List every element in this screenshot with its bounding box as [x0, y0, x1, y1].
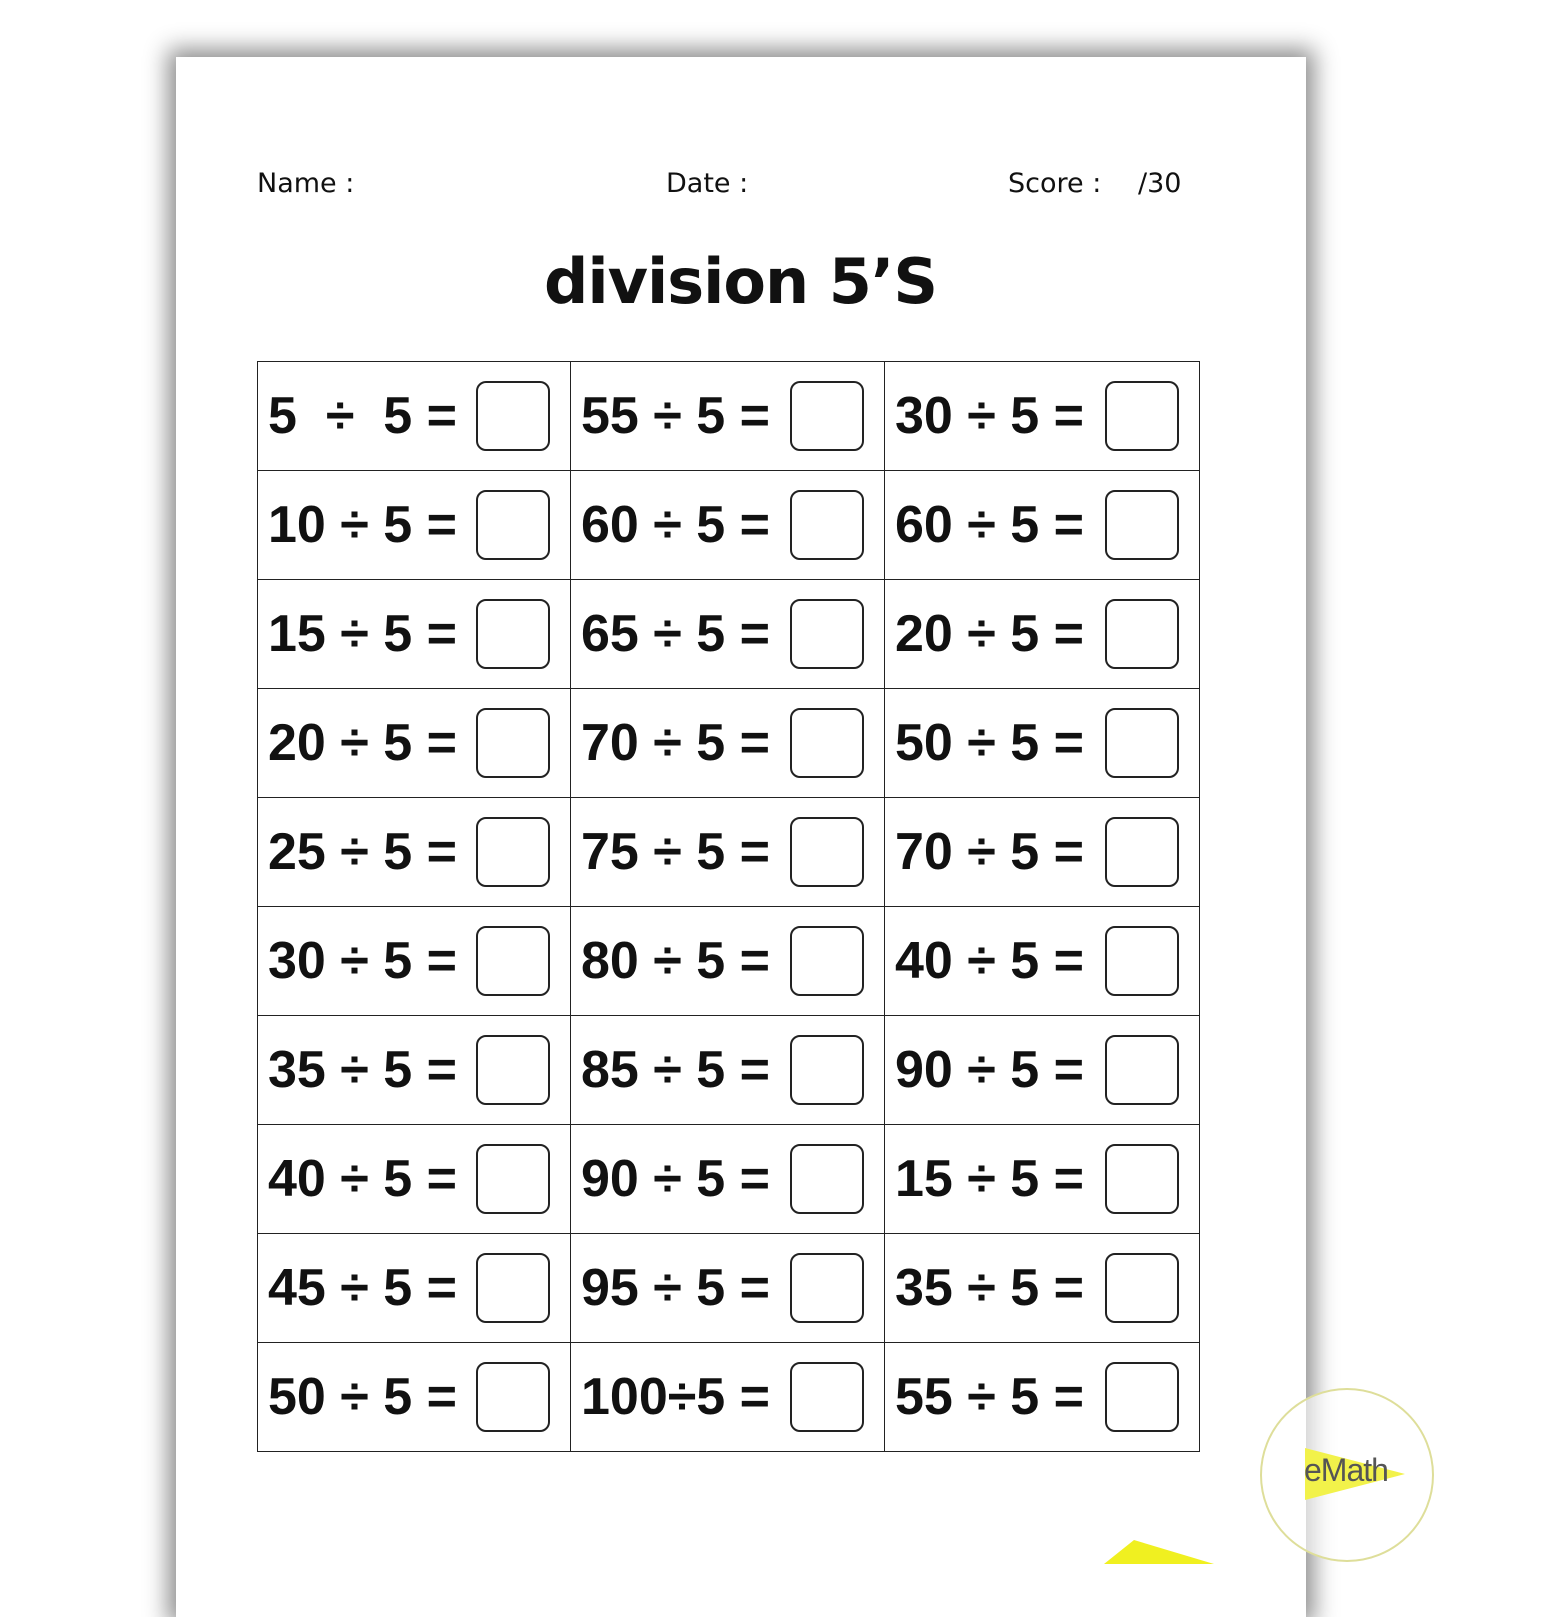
problem-equation: 55 ÷ 5 = — [895, 1368, 1085, 1426]
problem-equation: 45 ÷ 5 = — [268, 1259, 458, 1317]
problem-cell — [258, 1125, 571, 1234]
problem-equation: 20 ÷ 5 = — [268, 714, 458, 772]
answer-box[interactable] — [476, 926, 550, 996]
problem-equation: 40 ÷ 5 = — [895, 932, 1085, 990]
score-total: /30 — [1138, 168, 1182, 199]
name-label: Name : — [257, 168, 355, 199]
problem-cell — [258, 1343, 571, 1452]
problem-cell — [258, 689, 571, 798]
problem-cell — [571, 1016, 885, 1125]
answer-box[interactable] — [1105, 599, 1179, 669]
problem-cell — [885, 1234, 1200, 1343]
answer-box[interactable] — [790, 490, 864, 560]
problem-cell — [571, 1125, 885, 1234]
problem-equation: 80 ÷ 5 = — [581, 932, 771, 990]
answer-box[interactable] — [1105, 490, 1179, 560]
problem-equation: 40 ÷ 5 = — [268, 1150, 458, 1208]
problem-cell — [258, 1234, 571, 1343]
answer-box[interactable] — [476, 1362, 550, 1432]
answer-box[interactable] — [790, 817, 864, 887]
answer-box[interactable] — [1105, 381, 1179, 451]
problem-cell — [571, 1343, 885, 1452]
problem-cell — [571, 362, 885, 471]
answer-box[interactable] — [1105, 708, 1179, 778]
answer-box[interactable] — [1105, 926, 1179, 996]
problem-cell — [571, 689, 885, 798]
problem-cell — [885, 1016, 1200, 1125]
problem-cell — [885, 1343, 1200, 1452]
answer-box[interactable] — [790, 1362, 864, 1432]
answer-box[interactable] — [476, 817, 550, 887]
answer-box[interactable] — [1105, 1144, 1179, 1214]
problem-cell — [885, 907, 1200, 1016]
problem-cell — [258, 1016, 571, 1125]
table-row — [258, 1234, 1200, 1343]
score-label: Score : — [1008, 168, 1102, 199]
problem-equation: 90 ÷ 5 = — [895, 1041, 1085, 1099]
answer-box[interactable] — [1105, 1035, 1179, 1105]
problem-equation: 90 ÷ 5 = — [581, 1150, 771, 1208]
problem-equation: 35 ÷ 5 = — [268, 1041, 458, 1099]
table-row — [258, 1125, 1200, 1234]
problem-equation: 5 ÷ 5 = — [268, 387, 457, 445]
answer-box[interactable] — [476, 1144, 550, 1214]
problem-grid — [257, 361, 1200, 1452]
problem-cell — [258, 580, 571, 689]
problem-equation: 20 ÷ 5 = — [895, 605, 1085, 663]
answer-box[interactable] — [790, 926, 864, 996]
problem-equation: 55 ÷ 5 = — [581, 387, 771, 445]
answer-box[interactable] — [790, 708, 864, 778]
problem-cell — [885, 798, 1200, 907]
problem-cell — [571, 798, 885, 907]
answer-box[interactable] — [476, 1253, 550, 1323]
problem-equation: 70 ÷ 5 = — [581, 714, 771, 772]
problem-equation: 35 ÷ 5 = — [895, 1259, 1085, 1317]
problem-equation: 60 ÷ 5 = — [581, 496, 771, 554]
problem-cell — [571, 471, 885, 580]
table-row — [258, 580, 1200, 689]
problem-cell — [258, 362, 571, 471]
table-row — [258, 907, 1200, 1016]
problem-equation: 15 ÷ 5 = — [895, 1150, 1085, 1208]
problem-cell — [885, 580, 1200, 689]
answer-box[interactable] — [790, 1253, 864, 1323]
problem-equation: 50 ÷ 5 = — [895, 714, 1085, 772]
problem-cell — [885, 689, 1200, 798]
table-row — [258, 1343, 1200, 1452]
problem-cell — [571, 1234, 885, 1343]
problem-equation: 50 ÷ 5 = — [268, 1368, 458, 1426]
answer-box[interactable] — [476, 381, 550, 451]
problem-equation: 25 ÷ 5 = — [268, 823, 458, 881]
problem-equation: 95 ÷ 5 = — [581, 1259, 771, 1317]
footer-logo-icon — [1104, 1540, 1214, 1564]
answer-box[interactable] — [1105, 1253, 1179, 1323]
logo-text: eMath — [1304, 1452, 1388, 1488]
table-row — [258, 362, 1200, 471]
table-row — [258, 798, 1200, 907]
problem-equation: 30 ÷ 5 = — [895, 387, 1085, 445]
problem-equation: 75 ÷ 5 = — [581, 823, 771, 881]
problem-equation: 30 ÷ 5 = — [268, 932, 458, 990]
problem-equation: 85 ÷ 5 = — [581, 1041, 771, 1099]
answer-box[interactable] — [790, 1035, 864, 1105]
table-row — [258, 471, 1200, 580]
problem-cell — [258, 471, 571, 580]
answer-box[interactable] — [790, 599, 864, 669]
answer-box[interactable] — [1105, 817, 1179, 887]
answer-box[interactable] — [476, 599, 550, 669]
problem-equation: 15 ÷ 5 = — [268, 605, 458, 663]
answer-box[interactable] — [476, 490, 550, 560]
problem-cell — [571, 907, 885, 1016]
table-row — [258, 689, 1200, 798]
answer-box[interactable] — [476, 708, 550, 778]
problem-cell — [885, 1125, 1200, 1234]
problem-cell — [885, 362, 1200, 471]
problem-equation: 60 ÷ 5 = — [895, 496, 1085, 554]
answer-box[interactable] — [790, 381, 864, 451]
problem-equation: 10 ÷ 5 = — [268, 496, 458, 554]
problem-cell — [258, 798, 571, 907]
answer-box[interactable] — [476, 1035, 550, 1105]
answer-box[interactable] — [1105, 1362, 1179, 1432]
problem-cell — [258, 907, 571, 1016]
answer-box[interactable] — [790, 1144, 864, 1214]
table-row — [258, 1016, 1200, 1125]
date-label: Date : — [666, 168, 749, 199]
worksheet-title: division 5’S — [543, 245, 938, 318]
problem-equation: 70 ÷ 5 = — [895, 823, 1085, 881]
problem-cell — [885, 471, 1200, 580]
problem-equation: 100÷5 = — [581, 1368, 771, 1426]
problem-equation: 65 ÷ 5 = — [581, 605, 771, 663]
problem-cell — [571, 580, 885, 689]
